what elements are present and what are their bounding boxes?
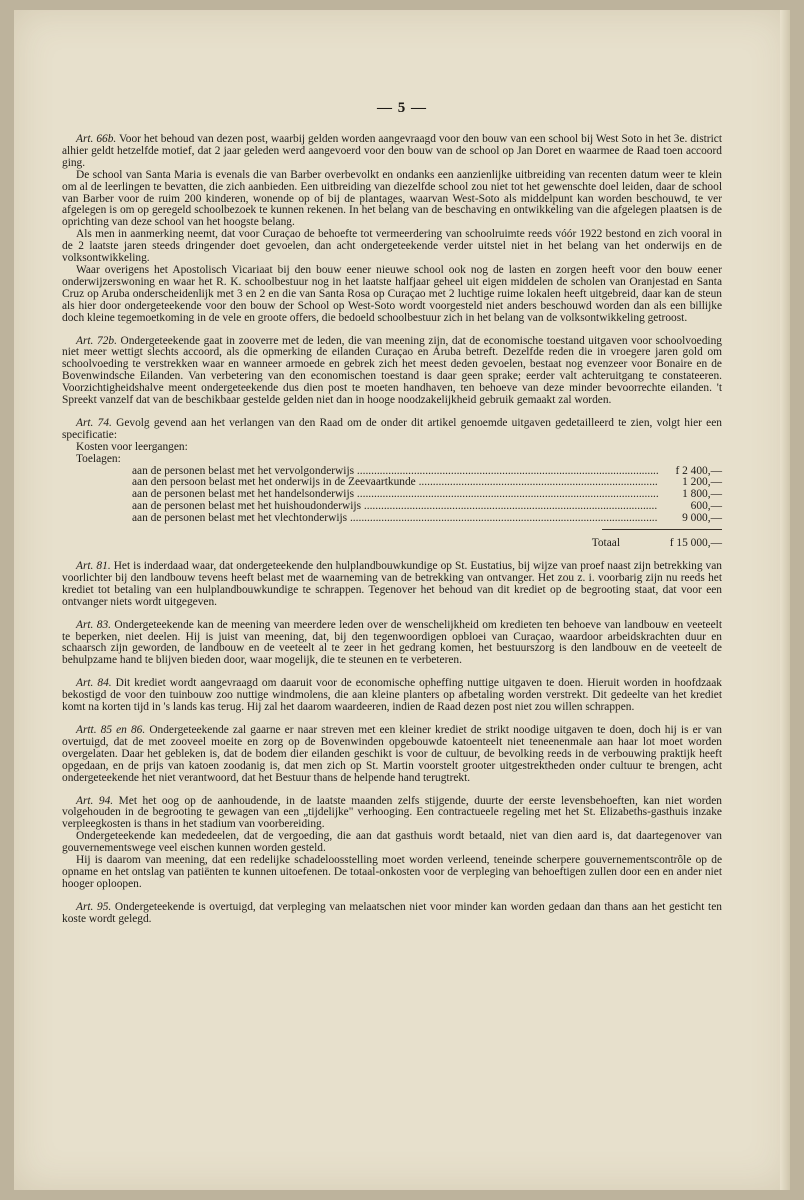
page-edge: [780, 10, 790, 1190]
total-amount: f 15 000,—: [669, 537, 722, 550]
spec-row-label: aan de personen belast met het vervolgonderwijs .....: [132, 466, 658, 478]
article-text: Gevolg gevend aan het verlangen van den Raad om de onder dit artikel genoemde uitgaven gedetailleerd te zien, volgt hier een specificatie:: [62, 416, 722, 441]
article-label: Art. 84.: [76, 677, 112, 690]
article-text: Ondergeteekende gaat in zooverre met de leden, die van meening zijn, dat de economische toestand uitgaven voor schoolvoeding niet meer wettigt slechts accoord, als die opmerking de eilanden Curaçao en Aruba betreft. Dezelfde reden die in vroegere jaren gold om schoolvoeding te verstrekken waar en wanneer armoede en gebrek zich het meest deden gevoelen, bestaat nog evenzeer voor Bonaire en de Bovenwindsche Eilanden. Van verbetering van den economischen toestand is daar geen sprake; eerder valt achteruitgang te constateeren. Voorzichtigheidshalve meent ondergeteekende dus dien post te moeten handhaven, ten behoeve van deze minder bevoorrechte eilanden. 't Spreekt vanzelf dat van de beschikbaar gestelde gelden niet dan in hooge noodzakelijkheid gebruik gemaakt zal worden.: [62, 334, 722, 407]
spec-row: [62, 489, 722, 501]
article-label: Art. 74.: [76, 416, 112, 429]
article-text: Voor het behoud van dezen post, waarbij gelden worden aangevraagd voor den bouw van een school bij West Soto in het 3e. district alhier geldt hetzelfde motief, dat 2 jaar geleden werd aangevoerd voor den bouw van de school op Jan Doret en waarmee de Raad toen accoord ging.: [62, 133, 722, 169]
article-text: Met het oog op de aanhoudende, in de laatste maanden zelfs stijgende, duurte der eerste levensbehoeften, kan niet worden volgehouden in de begrooting te gewagen van een „tijdelijke" verhooging. Een contractueele regeling met het St. Elizabeths-gasthuis inzake verpleegkosten is thans in het stadium van voorbereiding.: [62, 794, 722, 831]
article-94-paragraph-3: Hij is daarom van meening, dat een redelijke schadeloosstelling moet worden verleend, teneinde scherpere gouvernementscontrôle op de opname en het ontslag van patiënten te kunnen uitoefenen. De totaal-onkosten voor de verpleging van behoeftigen zullen door een en ander niet hooger oploopen.: [62, 854, 722, 890]
article-text: Ondergeteekende zal gaarne er naar streven met een kleiner krediet de strikt noodige uitgaven te doen, doch hij is er van overtuigd, dat de met zooveel moeite en zorg op de Bovenwinden opgebouwde katoenteelt niet teneenenmale aan haar lot moet worden overgelaten. Daar het gebleken is, dat de bodem dier eilanden geschikt is voor de cultuur, de bevolking reeds in de verbouwing praktijk heeft opgedaan, en de prijs van katoen zoodanig is, dat men zich op St. Martin voorstelt grooter uitgestrektheden onder cultuur te brengen, acht ondergeteekende het niet verantwoord, dat het Bestuur thans de helpende hand terugtrekt.: [62, 723, 722, 784]
spec-row-amount: 1 200,—: [682, 476, 722, 489]
total-divider: [602, 529, 722, 534]
article-95-paragraph: [62, 902, 722, 926]
article-83-paragraph: [62, 620, 722, 668]
article-text: Ondergeteekende kan de meening van meerdere leden over de wenschelijkheid om kredieten ten behoeve van landbouw en veeteelt te beperken, niet deelen. Hij is juist van meening, dat, bij den tegenwoordigen opbloei van Curaçao, waardoor arbeidskrachten duur en schaarsch zijn geworden, de landbouw en de veeteelt al te zeer in het gedrang komen, het bestuurszorg is den landbouw en de veeteelt de behulpzame hand te blijven bieden door, waar mogelijk, die te steunen en te verbeteren.: [62, 618, 722, 667]
article-label: Art. 94.: [76, 794, 114, 807]
article-81-paragraph: [62, 561, 722, 609]
article-label: Art. 72b.: [76, 334, 117, 347]
spec-row-amount: f 2 400,—: [675, 464, 722, 477]
article-label: Art. 66b.: [76, 133, 117, 145]
spec-row: [62, 477, 722, 489]
spec-row: [62, 466, 722, 478]
spec-row-label: aan de personen belast met het handelsonderwijs .....: [132, 489, 658, 501]
article-94-paragraph-2: Ondergeteekende kan mededeelen, dat de vergoeding, die aan dat gasthuis wordt betaald, niet van dien aard is, dat daartegenover van gouvernementswege veel eischen kunnen worden gesteld.: [62, 830, 722, 855]
document-body: [62, 134, 722, 926]
article-text: Ondergeteekende is overtuigd, dat verpleging van melaatschen niet voor minder kan worden gedaan dan thans aan het gesticht ten koste wordt gelegd.: [62, 900, 722, 925]
article-text: Het is inderdaad waar, dat ondergeteekende den hulplandbouwkundige op St. Eustatius, bij wijze van proef naast zijn betrekking van voorlichter bij den landbouw tevens heeft belast met de waarneming van de betrekking van ontvanger. Het zou z. i. voorbarig zijn nu reeds het krediet tot betaling van een hulplandbouwkundige te schrappen. Tegenover het behoud van dit krediet op de begrooting staat, dat voor een ontvanger niets wordt uitgegeven.: [62, 560, 722, 608]
spec-row-amount: 9 000,—: [682, 512, 722, 525]
article-74-intro: [62, 418, 722, 442]
article-label: Art. 81.: [76, 560, 111, 572]
article-94-paragraph-1: [62, 796, 722, 832]
spec-row-label: aan de personen belast met het vlechtonderwijs .....: [132, 513, 658, 525]
article-66b-paragraph-2: De school van Santa Maria is evenals die van Barber overbevolkt en ondanks een aanzienlijke uitbreiding van recenten datum weer te klein om al de leerlingen te bevatten, die zich aanbieden. Een uitbreiding van diezelfde school zou niet tot het gewenschte doel leiden, daar de school van Barber voor de ruim 200 kinderen, wonende op of bij de plantages, waarvan West-Soto als middelpunt kan worden beschouwd, te ver afgelegen is om op geregeld schoolbezoek te kunnen rekenen. In het belang van de beschaving en ontwikkeling van die afgelegen plaatsen is de oprichting van deze school van het hoogste belang.: [62, 168, 722, 229]
article-label: Art. 95.: [76, 900, 112, 913]
article-text: Dit krediet wordt aangevraagd om daaruit voor de economische opheffing nuttige uitgaven te doen. Hieruit worden in hoofdzaak bekostigd de voor den tuinbouw zoo nuttige windmolens, die aan kleine planters op afbetaling worden verstrekt. Dit gedeelte van het krediet komt na korten tijd in 's lands kas terug. Hij zal het daarom waardeeren, indien de Raad dezen post niet zou willen schrappen.: [62, 677, 722, 714]
spec-row: [62, 501, 722, 513]
document-page: [14, 10, 790, 1190]
article-label: Artt. 85 en 86.: [76, 723, 146, 736]
spec-row: [62, 513, 722, 525]
article-66b-paragraph-1: [62, 134, 722, 170]
article-84-paragraph: [62, 678, 722, 714]
spec-row-label: aan de personen belast met het huishoudonderwijs .....: [132, 501, 658, 513]
article-66b-paragraph-4: Waar overigens het Apostolisch Vicariaat bij den bouw eener nieuwe school ook nog de lasten en zorgen heeft voor den bouw eener onderwijzerswoning en waar het R. K. schoolbestuur nog in het laatste halfjaar geheel uit eigen middelen de scholen van Oranjestad en Santa Cruz op Aruba onderscheidenlijk met 3 en 2 en die van Santa Rosa op Curaçao met 2 luchtige ruime lokalen heeft uitgebreid, daar kan de steun als hier door ondergeteekende voor den bouw der School op West-Soto wordt voorgesteld niet anders beschouwd worden dan als een billijke doch kleine tegemoetkoming in de vele en groote offers, die bedoeld schoolbestuur zich in het belang van de volksontwikkeling getroost.: [62, 263, 722, 324]
page-number: — 5 —: [377, 100, 427, 116]
total-label: Totaal: [591, 537, 620, 550]
article-72b-paragraph: [62, 336, 722, 407]
spec-line: Kosten voor leergangen:: [76, 440, 188, 453]
spec-row-amount: 1 800,—: [682, 488, 722, 501]
spec-line: Toelagen:: [76, 452, 121, 465]
spec-row-amount: 600,—: [690, 500, 722, 513]
article-66b-paragraph-3: Als men in aanmerking neemt, dat voor Curaçao de behoefte tot vermeerdering van schoolruimte reeds vóór 1922 bestond en zich vooral in de 2 laatste jaren steeds dringender doet gevoelen, dan acht ondergeteekende verder uitstel niet in het belang van het onderwijs en de volksontwikkeling.: [62, 228, 722, 265]
spec-row-label: aan den persoon belast met het onderwijs in de Zeevaartkunde .....: [132, 477, 658, 489]
article-label: Art. 83.: [76, 618, 111, 631]
spec-total: [62, 538, 722, 550]
article-85-86-paragraph: [62, 725, 722, 785]
